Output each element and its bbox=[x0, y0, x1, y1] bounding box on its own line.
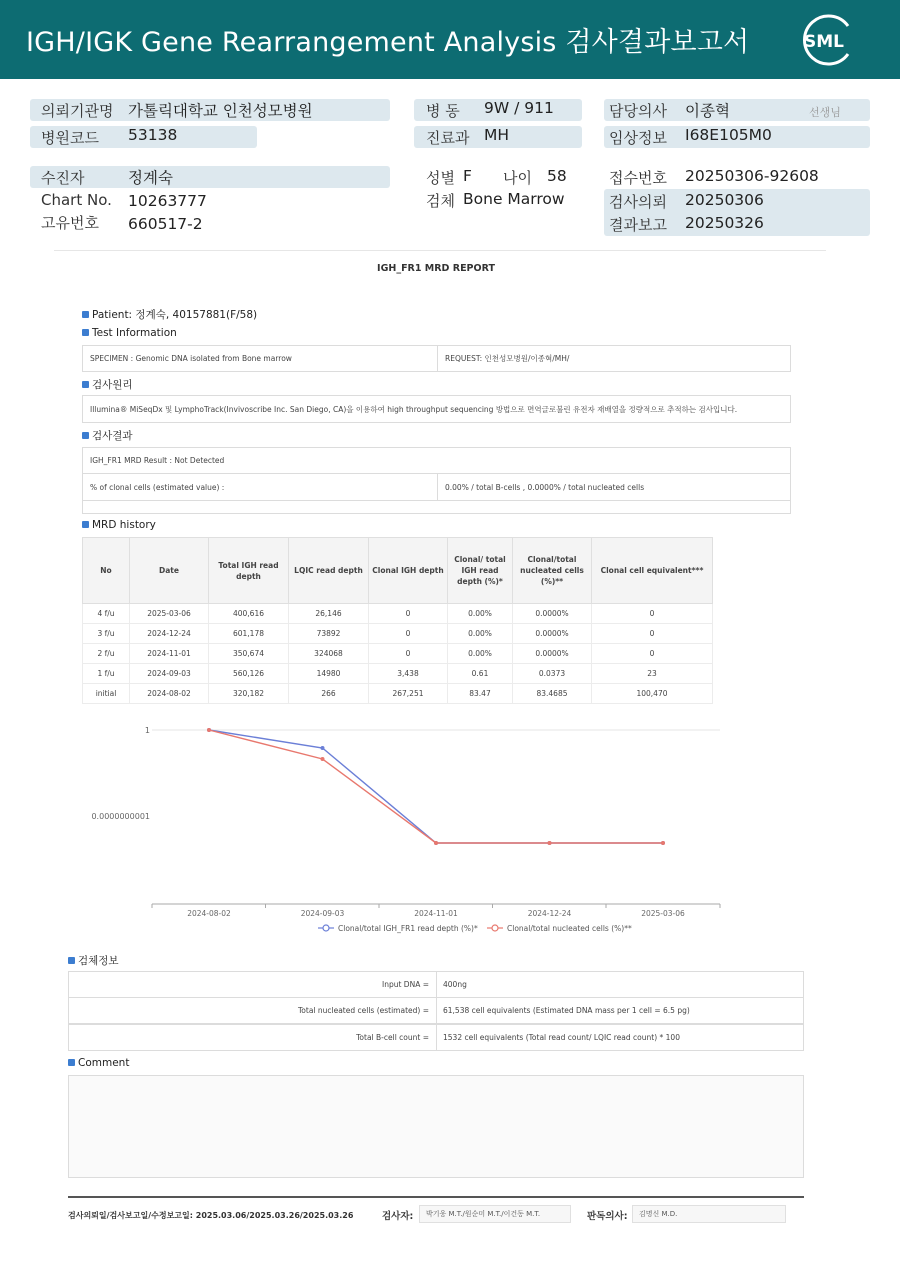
mrd-cell: 14980 bbox=[289, 664, 369, 684]
bullet-icon bbox=[82, 329, 89, 336]
mrd-cell: 400,616 bbox=[209, 604, 289, 624]
y-tick-label: 1 bbox=[144, 726, 150, 735]
chart-no-value: 10263777 bbox=[128, 192, 207, 210]
mrd-cell: 2024-12-24 bbox=[130, 624, 209, 644]
bullet-icon bbox=[82, 432, 89, 439]
receipt-value: 20250306-92608 bbox=[685, 167, 819, 185]
comment-heading bbox=[68, 1057, 129, 1069]
doctor-value: 이종혁 bbox=[685, 102, 730, 120]
x-tick-label: 2024-11-01 bbox=[414, 909, 458, 918]
mrd-cell: 3 f/u bbox=[83, 624, 130, 644]
mrd-cell: 83.47 bbox=[448, 684, 513, 704]
ward-value: 9W / 911 bbox=[484, 99, 554, 117]
unique-no-value: 660517-2 bbox=[128, 215, 203, 233]
specimen-info-heading bbox=[68, 953, 119, 968]
bullet-icon bbox=[68, 957, 75, 964]
mrd-cell: 0.00% bbox=[448, 624, 513, 644]
mrd-cell: 601,178 bbox=[209, 624, 289, 644]
age-label: 나이 bbox=[503, 169, 532, 187]
mrd-row bbox=[83, 624, 713, 644]
mrd-cell: 0 bbox=[592, 644, 713, 664]
footer-dates: 검사의뢰일/검사보고일/수정보고일: 2025.03.06/2025.03.26/2025.03.26 bbox=[68, 1211, 354, 1220]
sml-logo-icon bbox=[796, 12, 856, 68]
test-info-heading-text: Test Information bbox=[92, 327, 177, 339]
specimen-row bbox=[68, 971, 804, 998]
hospital-code-label: 병원코드 bbox=[41, 129, 99, 147]
request-cell: REQUEST: 인천성모병원/이종혁/MH/ bbox=[437, 345, 791, 372]
patient-line-text: Patient: 정계숙, 40157881(F/58) bbox=[92, 309, 258, 321]
patient-line bbox=[82, 307, 257, 322]
logo-text: SML bbox=[804, 32, 844, 52]
request-date-value: 20250306 bbox=[685, 191, 764, 209]
mrd-cell: 266 bbox=[289, 684, 369, 704]
data-point bbox=[321, 746, 325, 750]
mrd-cell: 0 bbox=[369, 624, 448, 644]
unique-no-label: 고유번호 bbox=[41, 214, 99, 232]
specimen-row-label: Total B-cell count = bbox=[69, 1025, 437, 1050]
mrd-row bbox=[83, 644, 713, 664]
mrd-cell: 560,126 bbox=[209, 664, 289, 684]
patient-label: 수진자 bbox=[41, 169, 85, 187]
mrd-cell: initial bbox=[83, 684, 130, 704]
col-total-igh: Total IGH read depth bbox=[209, 538, 289, 604]
mrd-cell: 0.0000% bbox=[513, 624, 592, 644]
mrd-cell: 73892 bbox=[289, 624, 369, 644]
org-label: 의뢰기관명 bbox=[41, 102, 114, 120]
comment-heading-text: Comment bbox=[78, 1057, 130, 1069]
specimen-value: Bone Marrow bbox=[463, 190, 565, 208]
mrd-cell: 0.0000% bbox=[513, 644, 592, 664]
mrd-line-chart bbox=[0, 712, 900, 942]
principle-cell: Illumina® MiSeqDx 및 LymphoTrack(Invivoscribe Inc. San Diego, CA)을 이용하여 high throughput sequencing 방법으로 면역글로불린 유전자 재배열을 정량적으로 추적하는 검사입니다. bbox=[82, 395, 791, 423]
principle-heading bbox=[82, 377, 133, 392]
mrd-cell: 0 bbox=[592, 624, 713, 644]
mrd-cell: 26,146 bbox=[289, 604, 369, 624]
col-clonal-igh: Clonal IGH depth bbox=[369, 538, 448, 604]
org-value: 가톨릭대학교 인천성모병원 bbox=[128, 102, 313, 120]
mrd-cell: 0.0373 bbox=[513, 664, 592, 684]
col-clonal-nucleated: Clonal/total nucleated cells (%)** bbox=[513, 538, 592, 604]
specimen-info-heading-text: 검체정보 bbox=[78, 955, 119, 967]
legend-label: Clonal/total nucleated cells (%)** bbox=[507, 924, 632, 933]
result-heading-text: 검사결과 bbox=[92, 430, 133, 442]
reader-value: 김명신 M.D. bbox=[632, 1205, 786, 1223]
report-date-label: 결과보고 bbox=[609, 216, 667, 234]
specimen-label: 검체 bbox=[426, 192, 455, 210]
receipt-label: 접수번호 bbox=[609, 169, 667, 187]
sex-label: 성별 bbox=[426, 169, 455, 187]
specimen-row-label: Total nucleated cells (estimated) = bbox=[69, 998, 437, 1023]
x-tick-label: 2024-08-02 bbox=[187, 909, 231, 918]
patient-value: 정계숙 bbox=[128, 169, 173, 187]
sex-value: F bbox=[463, 167, 472, 185]
legend-label: Clonal/total IGH_FR1 read depth (%)* bbox=[338, 924, 478, 933]
legend-marker bbox=[492, 925, 498, 931]
examiner-value: 박기웅 M.T./원순미 M.T./이건동 M.T. bbox=[419, 1205, 571, 1223]
mrd-cell: 267,251 bbox=[369, 684, 448, 704]
examiner-label: 검사자: bbox=[382, 1211, 414, 1222]
dept-label: 진료과 bbox=[426, 129, 470, 147]
ward-label: 병 동 bbox=[426, 102, 460, 120]
mrd-cell: 2025-03-06 bbox=[130, 604, 209, 624]
mrd-row bbox=[83, 664, 713, 684]
legend-marker bbox=[323, 925, 329, 931]
specimen-row-value: 400ng bbox=[443, 980, 467, 989]
result-heading bbox=[82, 428, 133, 443]
bullet-icon bbox=[82, 521, 89, 528]
clonal-label-cell: % of clonal cells (estimated value) : bbox=[82, 473, 438, 501]
col-clonal-pct: Clonal/ total IGH read depth (%)* bbox=[448, 538, 513, 604]
specimen-row bbox=[68, 997, 804, 1024]
mrd-header-row bbox=[83, 538, 713, 604]
comment-box bbox=[68, 1075, 804, 1178]
x-tick-label: 2024-12-24 bbox=[527, 909, 572, 918]
report-main-title: IGH/IGK Gene Rearrangement Analysis 검사결과보고서 bbox=[26, 27, 750, 58]
clinical-label: 임상정보 bbox=[609, 129, 667, 147]
result-cell: IGH_FR1 MRD Result : Not Detected bbox=[82, 447, 791, 474]
mrd-cell: 23 bbox=[592, 664, 713, 684]
specimen-row-value: 1532 cell equivalents (Total read count/ LQIC read count) * 100 bbox=[443, 1033, 680, 1042]
mrd-cell: 0.0000% bbox=[513, 604, 592, 624]
col-clonal-equivalent: Clonal cell equivalent*** bbox=[592, 538, 713, 604]
data-point bbox=[434, 841, 438, 845]
mrd-row bbox=[83, 604, 713, 624]
principle-heading-text: 검사원리 bbox=[92, 379, 133, 391]
specimen-row-value: 61,538 cell equivalents (Estimated DNA mass per 1 cell = 6.5 pg) bbox=[443, 1006, 690, 1015]
footer-line bbox=[68, 1196, 804, 1198]
col-lqic: LQIC read depth bbox=[289, 538, 369, 604]
mrd-cell: 2024-08-02 bbox=[130, 684, 209, 704]
specimen-row-label: Input DNA = bbox=[69, 972, 437, 997]
age-value: 58 bbox=[547, 167, 567, 185]
x-tick-label: 2024-09-03 bbox=[300, 909, 345, 918]
mrd-cell: 0.00% bbox=[448, 644, 513, 664]
mrd-cell: 0.00% bbox=[448, 604, 513, 624]
report-header bbox=[0, 0, 900, 79]
data-point bbox=[321, 757, 325, 761]
series-line bbox=[209, 730, 663, 843]
mrd-cell: 0.61 bbox=[448, 664, 513, 684]
data-point bbox=[661, 841, 665, 845]
report-title: IGH_FR1 MRD REPORT bbox=[377, 263, 495, 274]
y-tick-label: 0.0000000001 bbox=[91, 812, 150, 821]
col-date: Date bbox=[130, 538, 209, 604]
mrd-cell: 0 bbox=[369, 644, 448, 664]
mrd-cell: 324068 bbox=[289, 644, 369, 664]
request-date-label: 검사의뢰 bbox=[609, 193, 667, 211]
specimen-row bbox=[68, 1024, 804, 1051]
mrd-cell: 3,438 bbox=[369, 664, 448, 684]
reader-label: 판독의사: bbox=[587, 1211, 628, 1222]
mrd-cell: 2024-09-03 bbox=[130, 664, 209, 684]
clinical-value: I68E105M0 bbox=[685, 126, 772, 144]
doctor-suffix: 선생님 bbox=[809, 106, 841, 119]
col-no: No bbox=[83, 538, 130, 604]
dept-value: MH bbox=[484, 126, 510, 144]
history-heading bbox=[82, 519, 156, 531]
mrd-cell: 83.4685 bbox=[513, 684, 592, 704]
history-heading-text: MRD history bbox=[92, 519, 156, 531]
bullet-icon bbox=[68, 1059, 75, 1066]
doctor-label: 담당의사 bbox=[609, 102, 667, 120]
mrd-history-table bbox=[82, 537, 713, 704]
mrd-row bbox=[83, 684, 713, 704]
mrd-cell: 2 f/u bbox=[83, 644, 130, 664]
data-point bbox=[207, 728, 211, 732]
hospital-code-value: 53138 bbox=[128, 126, 178, 144]
section-divider bbox=[54, 250, 826, 251]
mrd-cell: 1 f/u bbox=[83, 664, 130, 684]
mrd-cell: 4 f/u bbox=[83, 604, 130, 624]
data-point bbox=[548, 841, 552, 845]
mrd-cell: 350,674 bbox=[209, 644, 289, 664]
mrd-cell: 100,470 bbox=[592, 684, 713, 704]
mrd-cell: 320,182 bbox=[209, 684, 289, 704]
chart-no-label: Chart No. bbox=[41, 191, 112, 209]
bullet-icon bbox=[82, 381, 89, 388]
report-date-value: 20250326 bbox=[685, 214, 764, 232]
empty-result-row bbox=[82, 500, 791, 514]
mrd-cell: 0 bbox=[369, 604, 448, 624]
mrd-cell: 2024-11-01 bbox=[130, 644, 209, 664]
bullet-icon bbox=[82, 311, 89, 318]
mrd-cell: 0 bbox=[592, 604, 713, 624]
clonal-value-cell: 0.00% / total B-cells , 0.0000% / total nucleated cells bbox=[437, 473, 791, 501]
test-info-heading bbox=[82, 327, 177, 339]
x-tick-label: 2025-03-06 bbox=[641, 909, 685, 918]
specimen-cell: SPECIMEN : Genomic DNA isolated from Bone marrow bbox=[82, 345, 438, 372]
